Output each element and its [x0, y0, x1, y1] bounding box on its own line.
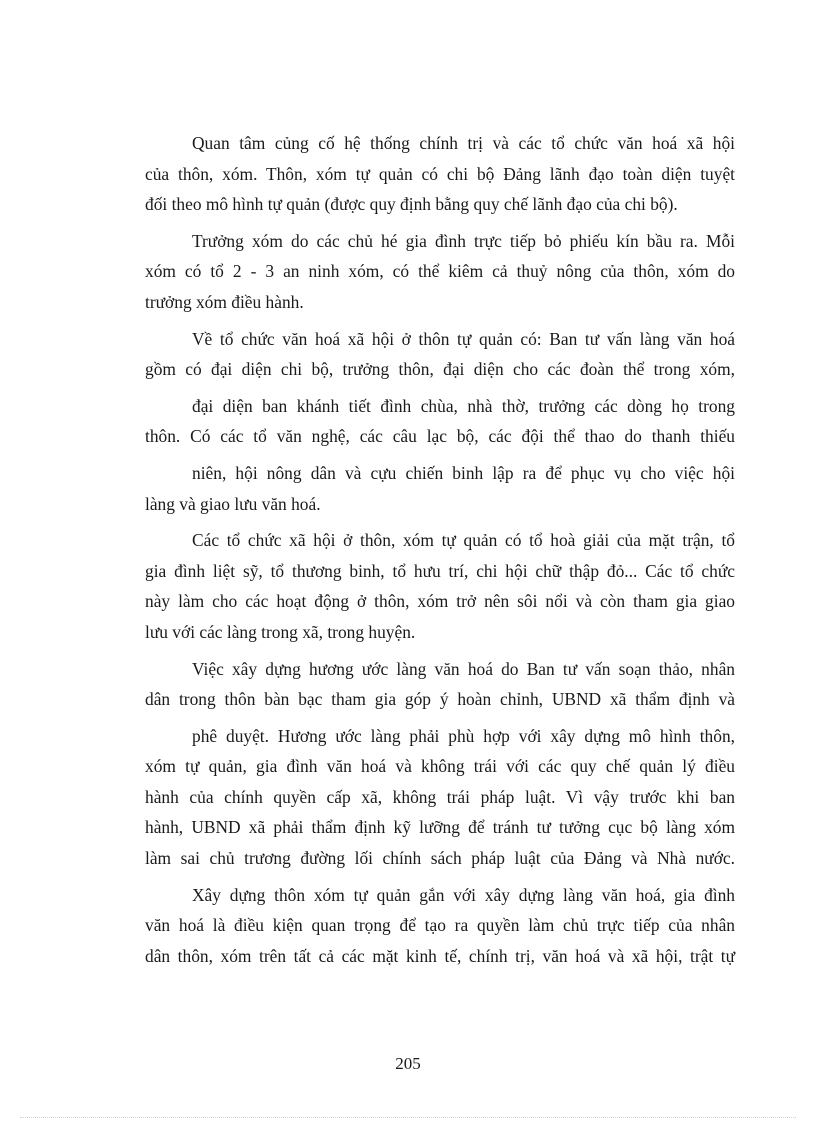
page-bottom-divider	[20, 1117, 796, 1118]
paragraph	[145, 458, 735, 519]
text-line: của thôn, xóm. Thôn, xóm tự quản có chi bộ Đảng lãnh đạo toàn diện tuyệt	[145, 163, 735, 184]
text-line: thôn. Có các tổ văn nghệ, các câu lạc bộ, các đội thể thao do thanh thiếu	[145, 426, 735, 447]
text-line: lưu với các làng trong xã, trong huyện.	[145, 621, 416, 642]
text-line: Việc xây dựng hương ước làng văn hoá do Ban tư vấn soạn thảo, nhân	[192, 658, 735, 679]
text-line: đối theo mô hình tự quản (được quy định bằng quy chế lãnh đạo của chi bộ).	[145, 194, 678, 215]
text-line: Trưởng xóm do các chủ hé gia đình trực tiếp bỏ phiếu kín bầu ra. Mỗi	[192, 230, 735, 251]
text-line: Về tổ chức văn hoá xã hội ở thôn tự quản có: Ban tư vấn làng văn hoá	[192, 328, 735, 349]
text-line: niên, hội nông dân và cựu chiến binh lập ra để phục vụ cho việc hội	[192, 462, 735, 483]
text-line: đại diện ban khánh tiết đình chùa, nhà thờ, trưởng các dòng họ trong	[192, 395, 735, 416]
text-line: dân trong thôn bàn bạc tham gia góp ý hoàn chỉnh, UBND xã thẩm định và	[145, 689, 735, 710]
body-text	[145, 128, 735, 977]
paragraph	[145, 391, 735, 452]
paragraph	[145, 226, 735, 318]
text-line: này làm cho các hoạt động ở thôn, xóm trở nên sôi nổi và còn tham gia giao	[145, 591, 735, 612]
text-line: Các tổ chức xã hội ở thôn, xóm tự quản có tổ hoà giải của mặt trận, tổ	[192, 530, 735, 551]
text-line: phê duyệt. Hương ước làng phải phù hợp với xây dựng mô hình thôn,	[192, 725, 735, 746]
paragraph	[145, 324, 735, 385]
paragraph	[145, 128, 735, 220]
text-line: xóm tự quản, gia đình văn hoá và không trái với các quy chế quản lý điều	[145, 756, 735, 777]
paragraph	[145, 880, 735, 972]
paragraph	[145, 654, 735, 715]
paragraph	[145, 525, 735, 647]
text-line: hành, UBND xã phải thẩm định kỹ lưỡng để tránh tư tưởng cục bộ làng xóm	[145, 817, 735, 838]
text-line: Xây dựng thôn xóm tự quản gắn với xây dựng làng văn hoá, gia đình	[192, 884, 735, 905]
text-line: gồm có đại diện chi bộ, trưởng thôn, đại diện cho các đoàn thể trong xóm,	[145, 359, 735, 380]
text-line: văn hoá là điều kiện quan trọng để tạo ra quyền làm chủ trực tiếp của nhân	[145, 915, 735, 936]
page-number: 205	[395, 1054, 421, 1073]
text-line: trưởng xóm điều hành.	[145, 291, 304, 312]
text-line: làm sai chủ trương đường lối chính sách pháp luật của Đảng và Nhà nước.	[145, 848, 735, 869]
text-line: làng và giao lưu văn hoá.	[145, 493, 321, 514]
text-line: xóm có tổ 2 - 3 an ninh xóm, có thể kiêm cả thuỷ nông của thôn, xóm do	[145, 261, 735, 282]
text-line: Quan tâm củng cố hệ thống chính trị và các tổ chức văn hoá xã hội	[192, 133, 735, 153]
text-line: gia đình liệt sỹ, tổ thương binh, tổ hưu trí, chi hội chữ thập đỏ... Các tổ chức	[145, 560, 735, 581]
text-line: dân thôn, xóm trên tất cả các mặt kinh tế, chính trị, văn hoá và xã hội, trật tự	[145, 945, 735, 966]
paragraph	[145, 721, 735, 874]
text-line: hành của chính quyền cấp xã, không trái pháp luật. Vì vậy trước khi ban	[145, 786, 735, 807]
